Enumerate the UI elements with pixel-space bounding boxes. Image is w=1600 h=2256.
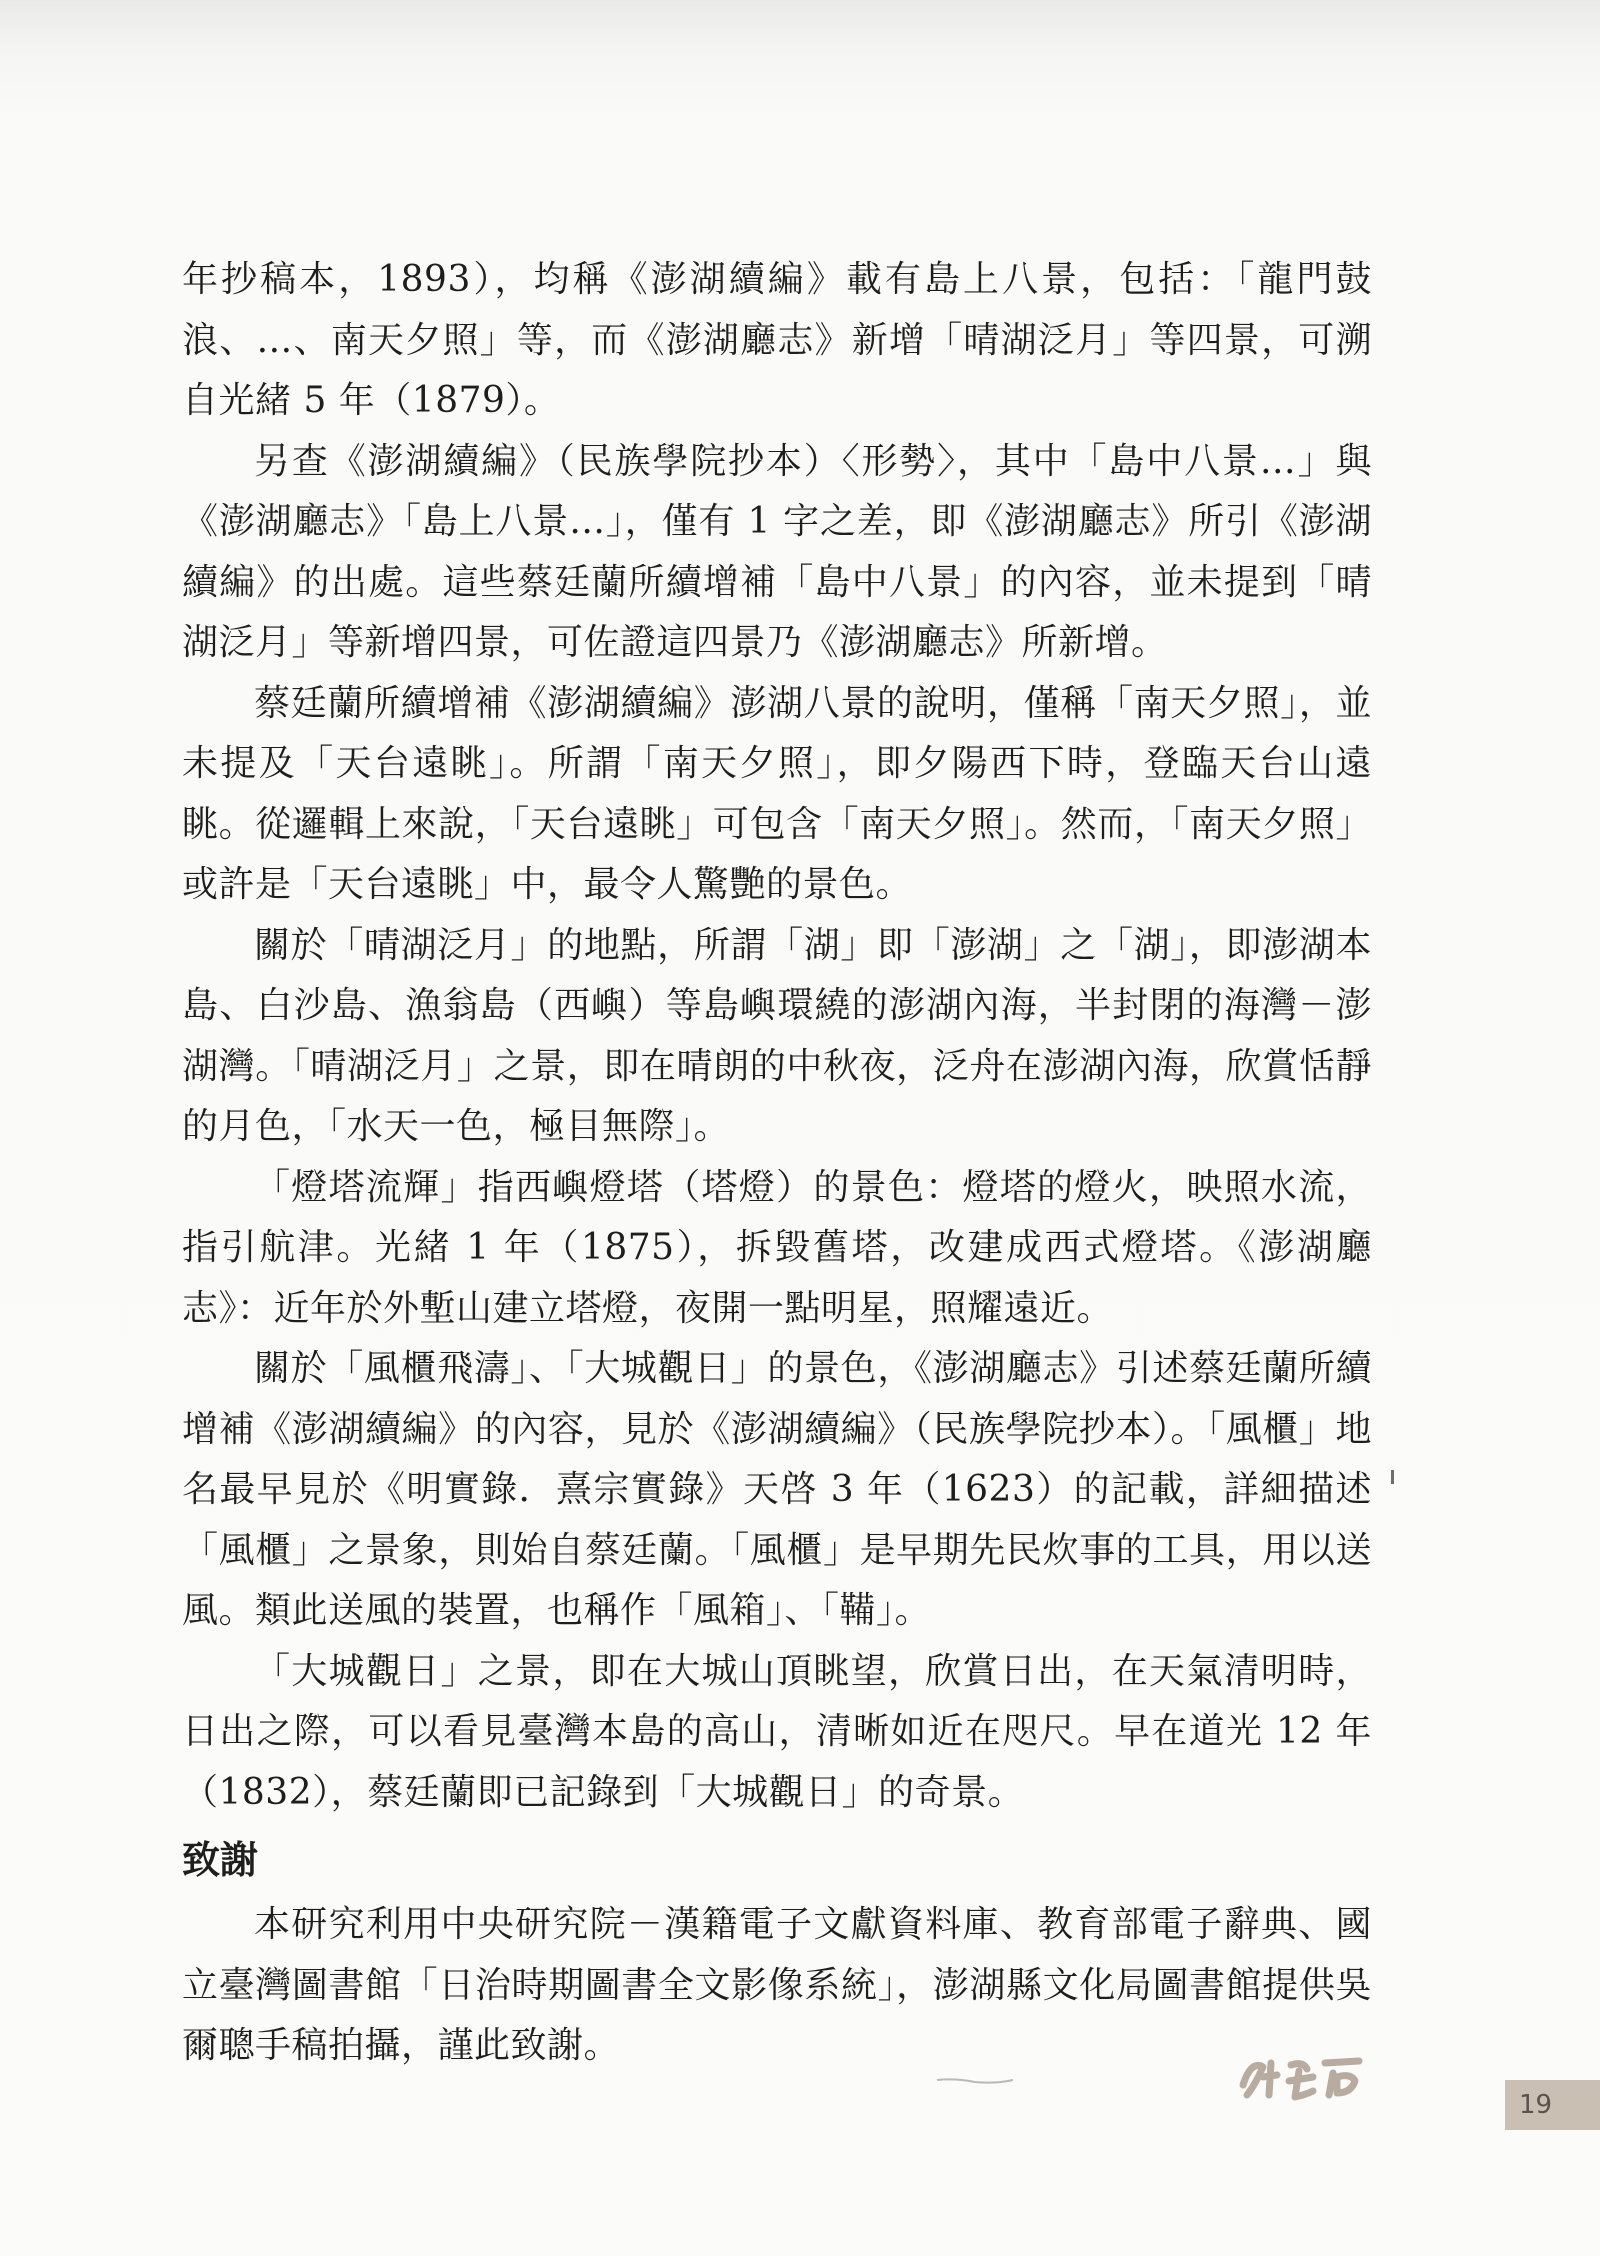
paragraph-continued: 年抄稿本，1893），均稱《澎湖續編》載有島上八景，包括：「龍門鼓浪、…、南天夕照」等，而《澎湖廳志》新增「晴湖泛月」等四景，可溯自光緒 5 年（1879）。	[182, 259, 1372, 421]
paragraph: 蔡廷蘭所續增補《澎湖續編》澎湖八景的說明，僅稱「南天夕照」，並未提及「天台遠眺」。所謂「南天夕照」，即夕陽西下時，登臨天台山遠眺。從邏輯上來說，「天台遠眺」可包含「南天夕照」。然而，「南天夕照」或許是「天台遠眺」中，最令人驚艷的景色。	[182, 682, 1372, 905]
paragraph: 「大城觀日」之景，即在大城山頂眺望，欣賞日出，在天氣清明時，日出之際，可以看見臺灣本島的高山，清晰如近在咫尺。早在道光 12 年（1832），蔡廷蘭即已記錄到「大城觀日」的奇景。	[182, 1650, 1372, 1813]
magazine-logo-stamp	[1233, 2045, 1373, 2105]
acknowledgement-text: 本研究利用中央研究院－漢籍電子文獻資料庫、教育部電子辭典、國立臺灣圖書館「日治時期圖書全文影像系統」，澎湖縣文化局圖書館提供吳爾聰手稿拍攝，謹此致謝。	[182, 1904, 1372, 2066]
scan-smudge	[935, 2070, 1015, 2090]
scan-mark	[1390, 1470, 1396, 1486]
paragraph: 「燈塔流輝」指西嶼燈塔（塔燈）的景色：燈塔的燈火，映照水流，指引航津。光緒 1 年（1875），拆毀舊塔，改建成西式燈塔。《澎湖廳志》：近年於外塹山建立塔燈，夜開一點明星，照耀遠近。	[182, 1166, 1372, 1329]
paragraph: 關於「風櫃飛濤」、「大城觀日」的景色，《澎湖廳志》引述蔡廷蘭所續增補《澎湖續編》的內容，見於《澎湖續編》（民族學院抄本）。「風櫃」地名最早見於《明實錄．熹宗實錄》天啓 3 年（1623）的記載，詳細描述「風櫃」之景象，則始自蔡廷蘭。「風櫃」是早期先民炊事的工具，用以送風。類此送風的裝置，也稱作「風箱」、「鞴」。	[182, 1348, 1372, 1631]
page-number: 19	[1505, 2080, 1600, 2130]
paragraph: 關於「晴湖泛月」的地點，所謂「湖」即「澎湖」之「湖」，即澎湖本島、白沙島、漁翁島（西嶼）等島嶼環繞的澎湖內海，半封閉的海灣－澎湖灣。「晴湖泛月」之景，即在晴朗的中秋夜，泛舟在澎湖內海，欣賞恬靜的月色，「水天一色，極目無際」。	[182, 924, 1372, 1147]
paragraph: 另查《澎湖續編》（民族學院抄本）〈形勢〉，其中「島中八景…」與《澎湖廳志》「島上八景…」，僅有 1 字之差，即《澎湖廳志》所引《澎湖續編》的出處。這些蔡廷蘭所續增補「島中八景」的內容，並未提到「晴湖泛月」等新增四景，可佐證這四景乃《澎湖廳志》所新增。	[182, 440, 1372, 663]
article-body	[182, 250, 1372, 2077]
acknowledgement-heading: 致謝	[182, 1838, 259, 1882]
